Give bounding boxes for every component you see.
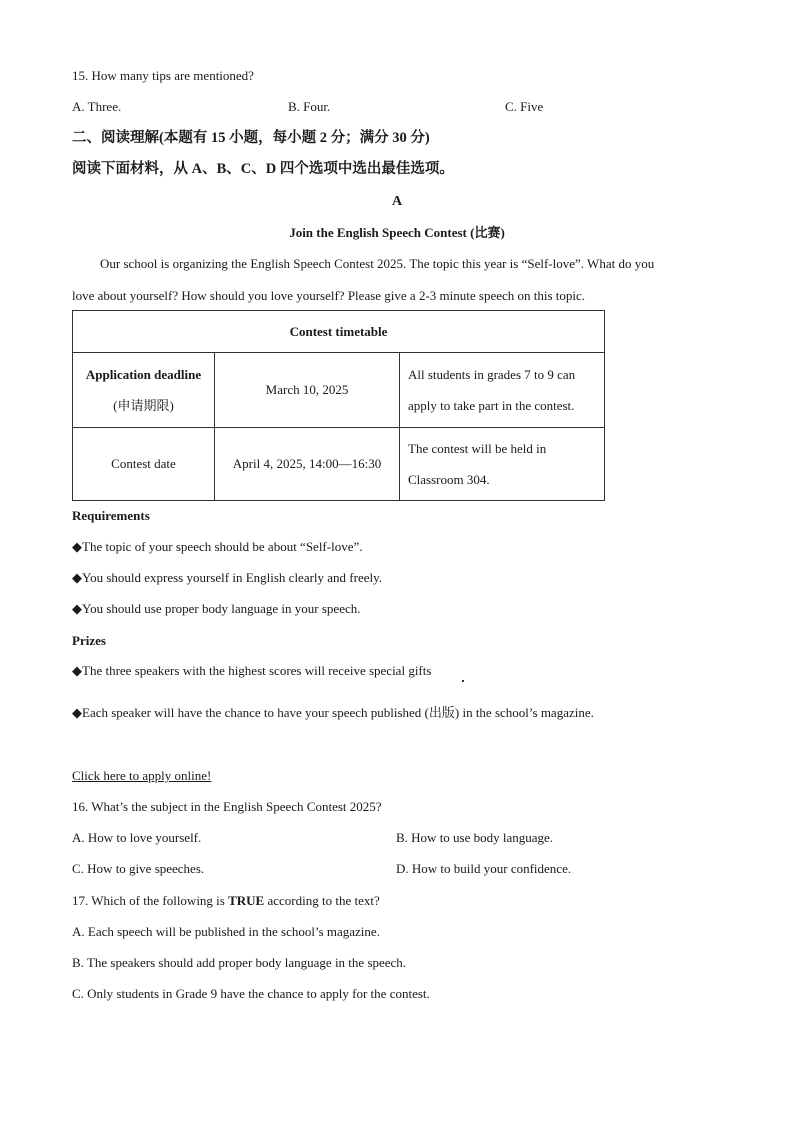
contest-date-value: April 4, 2025, 14:00—16:30	[215, 428, 400, 501]
q15-option-c: C. Five	[505, 99, 544, 114]
stray-dot	[462, 680, 464, 682]
requirements-heading: Requirements	[72, 508, 150, 523]
deadline-date: March 10, 2025	[215, 353, 400, 428]
prize-item: ◆The three speakers with the highest scores will receive special gifts	[72, 663, 432, 678]
contest-date-note-line-1: The contest will be held in	[408, 441, 547, 456]
deadline-note-line-2: apply to take part in the contest.	[408, 398, 575, 413]
apply-online-link[interactable]: Click here to apply online!	[72, 768, 212, 783]
section-instruction: 阅读下面材料，从 A、B、C、D 四个选项中选出最佳选项。	[72, 161, 454, 177]
question-17-text	[72, 893, 380, 909]
requirement-item: ◆You should express yourself in English clearly and freely.	[72, 570, 383, 585]
contest-date-label: Contest date	[73, 428, 215, 501]
deadline-label-cell	[73, 353, 215, 428]
article-title: Join the English Speech Contest (比赛)	[289, 225, 505, 240]
deadline-note-line-1: All students in grades 7 to 9 can	[408, 367, 576, 382]
article-paragraph-line-2: love about yourself? How should you love yourself? Please give a 2-3 minute speech on this topic.	[72, 288, 586, 303]
q16-option-a: A. How to love yourself.	[72, 830, 202, 845]
question-16-text: 16. What’s the subject in the English Speech Contest 2025?	[72, 799, 382, 814]
q17-text-post: according to the text?	[264, 893, 380, 908]
q16-option-b: B. How to use body language.	[396, 830, 554, 845]
section-heading: 二、阅读理解(本题有 15 小题，每小题 2 分；满分 30 分)	[72, 130, 430, 146]
deadline-note-cell	[400, 353, 605, 428]
contest-date-note-cell	[400, 428, 605, 501]
contest-date-note-line-2: Classroom 304.	[408, 472, 490, 487]
deadline-label-cn: (申请期限)	[113, 398, 174, 413]
timetable-header: Contest timetable	[73, 311, 605, 353]
q17-text-pre: 17. Which of the following is	[72, 893, 229, 908]
requirement-item: ◆You should use proper body language in your speech.	[72, 601, 361, 616]
q15-option-b: B. Four.	[288, 99, 331, 114]
question-15-text: 15. How many tips are mentioned?	[72, 68, 254, 83]
prizes-heading: Prizes	[72, 633, 106, 648]
requirement-item: ◆The topic of your speech should be about “Self-love”.	[72, 539, 363, 554]
q16-option-d: D. How to build your confidence.	[396, 861, 572, 876]
q17-option-a: A. Each speech will be published in the school’s magazine.	[72, 924, 380, 939]
prize-item: ◆Each speaker will have the chance to have your speech published (出版) in the school’s magazine.	[72, 705, 594, 720]
q17-option-c: C. Only students in Grade 9 have the chance to apply for the contest.	[72, 986, 430, 1001]
q17-text-emphasis: TRUE	[228, 893, 265, 908]
deadline-label: Application deadline	[85, 367, 202, 382]
q17-option-b: B. The speakers should add proper body language in the speech.	[72, 955, 407, 970]
article-paragraph-line-1: Our school is organizing the English Speech Contest 2025. The topic this year is “Self-love”. What do you	[100, 256, 655, 271]
q16-option-c: C. How to give speeches.	[72, 861, 205, 876]
contest-timetable	[72, 310, 605, 501]
part-letter: A	[391, 194, 403, 209]
q15-option-a: A. Three.	[72, 99, 122, 114]
